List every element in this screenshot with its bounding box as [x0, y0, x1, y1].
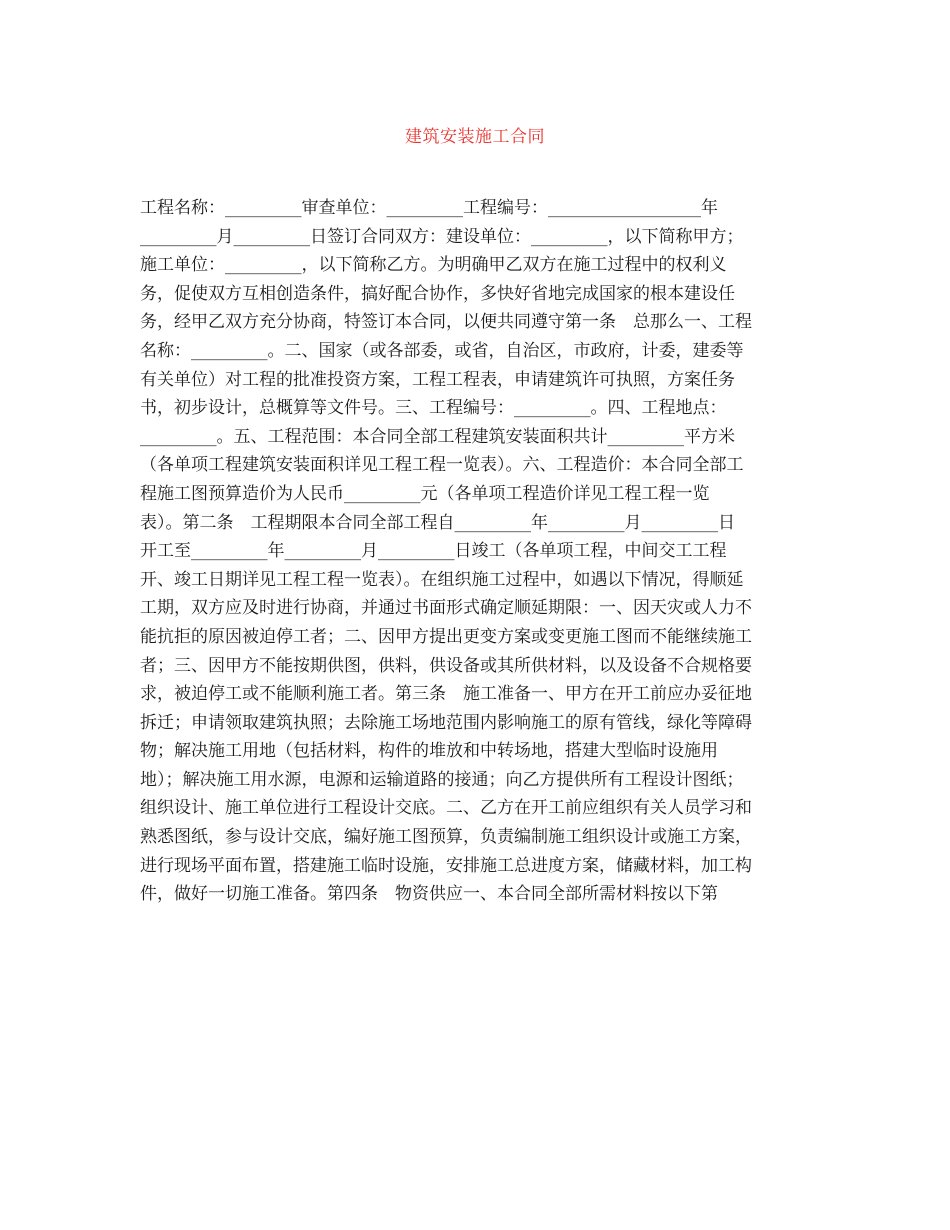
body-line: 开工至_________年_________月_________日竣工（各单项工程，中间交工工程 — [140, 541, 727, 562]
body-line: 拆迁；申请领取建筑执照；去除施工场地范围内影响施工的原有管线，绿化等障碍 — [140, 712, 752, 733]
body-line: 求，被迫停工或不能顺利施工者。第三条 施工准备一、甲方在开工前应办妥征地 — [140, 684, 752, 705]
body-line: 地）；解决施工用水源，电源和运输道路的接通；向乙方提供所有工程设计图纸； — [140, 769, 744, 790]
body-line: 进行现场平面布置，搭建施工临时设施，安排施工总进度方案，储藏材料，加工构 — [140, 855, 752, 876]
body-line: 程施工图预算造价为人民币_________元（各单项工程造价详见工程工程一览 — [140, 483, 710, 504]
document-body — [140, 194, 830, 909]
body-line: 物；解决施工用地（包括材料，构件的堆放和中转场地，搭建大型临时设施用 — [140, 741, 718, 762]
body-line: 务，经甲乙双方充分协商，特签订本合同，以便共同遵守第一条 总那么一、工程 — [140, 312, 752, 333]
body-line: 表）。第二条 工程期限本合同全部工程自_________年_________月_________日 — [140, 512, 735, 533]
body-line: （各单项工程建筑安装面积详见工程工程一览表）。六、工程造价：本合同全部工 — [140, 455, 744, 476]
body-line: 有关单位）对工程的批准投资方案，工程工程表，申请建筑许可执照，方案任务 — [140, 369, 735, 390]
body-line: 书，初步设计，总概算等文件号。三、工程编号：_________。四、工程地点： — [140, 398, 727, 419]
body-line: 熟悉图纸，参与设计交底，编好施工图预算，负责编制施工组织设计或施工方案， — [140, 827, 752, 848]
body-line: 件，做好一切施工准备。第四条 物资供应一、本合同全部所需材料按以下第 — [140, 884, 718, 905]
body-line: _________。五、工程范围：本合同全部工程建筑安装面积共计_________平方米 — [140, 426, 735, 447]
body-line: _________月_________日签订合同双方：建设单位：_________，以下简称甲方； — [140, 226, 744, 247]
body-line: 工期，双方应及时进行协商，并通过书面形式确定顺延期限：一、因天灾或人力不 — [140, 598, 752, 619]
body-line: 开、竣工日期详见工程工程一览表）。在组织施工过程中，如遇以下情况，得顺延 — [140, 569, 744, 590]
body-line: 务，促使双方互相创造条件，搞好配合协作，多快好省地完成国家的根本建设任 — [140, 283, 735, 304]
document-title: 建筑安装施工合同 — [405, 127, 545, 147]
body-line: 能抗拒的原因被迫停工者；二、因甲方提出更变方案或变更施工图而不能继续施工 — [140, 626, 752, 647]
body-line: 名称：_________。二、国家（或各部委，或省，自治区，市政府，计委，建委等 — [140, 340, 744, 361]
body-line: 施工单位：_________，以下简称乙方。为明确甲乙双方在施工过程中的权利义 — [140, 255, 727, 276]
body-line: 者；三、因甲方不能按期供图，供料，供设备或其所供材料，以及设备不合规格要 — [140, 655, 752, 676]
body-line: 组织设计、施工单位进行工程设计交底。二、乙方在开工前应组织有关人员学习和 — [140, 798, 752, 819]
body-line: 工程名称：_________审查单位：_________工程编号：__________________年 — [140, 198, 718, 218]
